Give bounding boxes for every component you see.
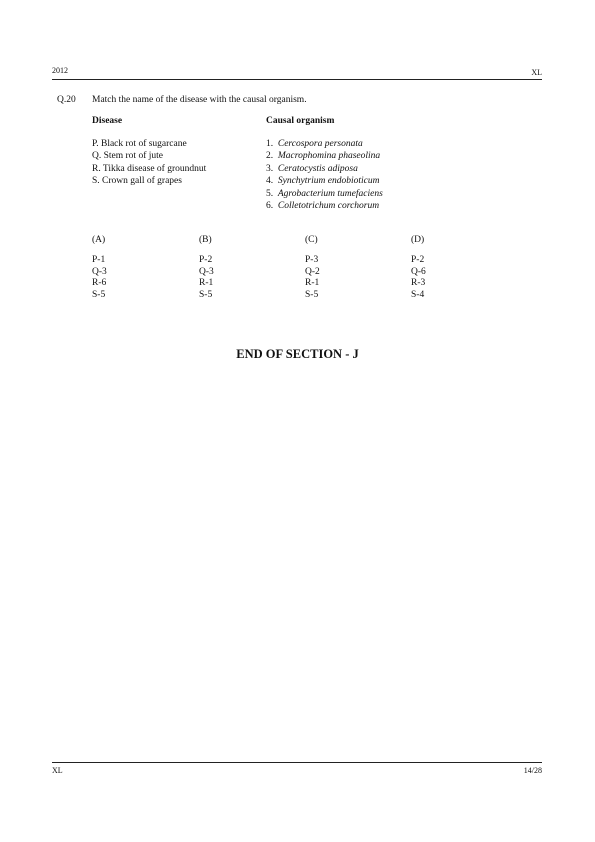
organism-list	[266, 138, 383, 212]
footer-rule	[52, 762, 542, 763]
option-line: P-2	[199, 255, 213, 265]
organism-number: 6.	[266, 201, 274, 212]
end-of-section-text: END OF SECTION - J	[236, 347, 359, 361]
option-line: S-5	[305, 289, 319, 300]
footer-code: XL	[52, 766, 63, 775]
option-line: R-3	[411, 278, 426, 289]
organism-name: Ceratocystis adiposa	[277, 163, 358, 174]
organism-number: 3.	[266, 163, 274, 174]
option-line: Q-3	[199, 266, 214, 277]
organism-item-5	[266, 188, 383, 200]
disease-item-p: P. Black rot of sugarcane	[92, 139, 187, 149]
organism-item-4	[266, 175, 383, 187]
option-line: P-1	[92, 255, 106, 265]
organism-number: 1.	[266, 139, 274, 149]
option-line: Q-2	[305, 266, 320, 277]
option-d	[411, 235, 426, 301]
organism-name: Macrophomina phaseolina	[277, 151, 381, 162]
option-line: P-3	[305, 255, 319, 265]
option-line: P-2	[411, 255, 425, 265]
question-text: Match the name of the disease with the causal organism.	[92, 95, 307, 105]
organism-heading: Causal organism	[266, 116, 335, 126]
organism-item-6	[266, 200, 383, 212]
organism-number: 2.	[266, 151, 274, 162]
option-line: S-5	[92, 289, 106, 300]
option-line: R-1	[305, 278, 320, 289]
option-a	[92, 235, 107, 301]
organism-number: 4.	[266, 176, 274, 187]
option-line: S-5	[199, 289, 213, 300]
option-label: (C)	[305, 235, 318, 245]
header-code: XL	[531, 68, 542, 77]
organism-name: Agrobacterium tumefaciens	[277, 188, 383, 199]
disease-item-s: S. Crown gall of grapes	[92, 176, 182, 187]
disease-heading: Disease	[92, 116, 123, 126]
disease-list	[92, 138, 206, 188]
option-c	[305, 235, 320, 301]
option-b	[199, 235, 214, 301]
organism-item-3	[266, 163, 383, 175]
organism-name: Cercospora personata	[277, 139, 363, 149]
organism-item-2	[266, 150, 383, 162]
option-label: (A)	[92, 235, 106, 245]
option-line: S-4	[411, 289, 425, 300]
organism-name: Colletotrichum corchorum	[277, 201, 380, 212]
organism-item-1	[266, 138, 383, 150]
option-label: (D)	[411, 235, 425, 245]
option-line: Q-6	[411, 266, 426, 277]
option-line: Q-3	[92, 266, 107, 277]
question-number: Q.20	[57, 95, 76, 105]
footer-page-number: 14/28	[523, 766, 542, 775]
disease-item-q: Q. Stem rot of jute	[92, 151, 163, 162]
header-year: 2012	[52, 66, 68, 75]
option-line: R-1	[199, 278, 214, 289]
disease-item-r: R. Tikka disease of groundnut	[92, 163, 207, 174]
option-label: (B)	[199, 235, 212, 245]
organism-name: Synchytrium endobioticum	[277, 176, 380, 187]
option-line: R-6	[92, 278, 107, 289]
organism-number: 5.	[266, 188, 274, 199]
header-rule	[52, 79, 542, 80]
